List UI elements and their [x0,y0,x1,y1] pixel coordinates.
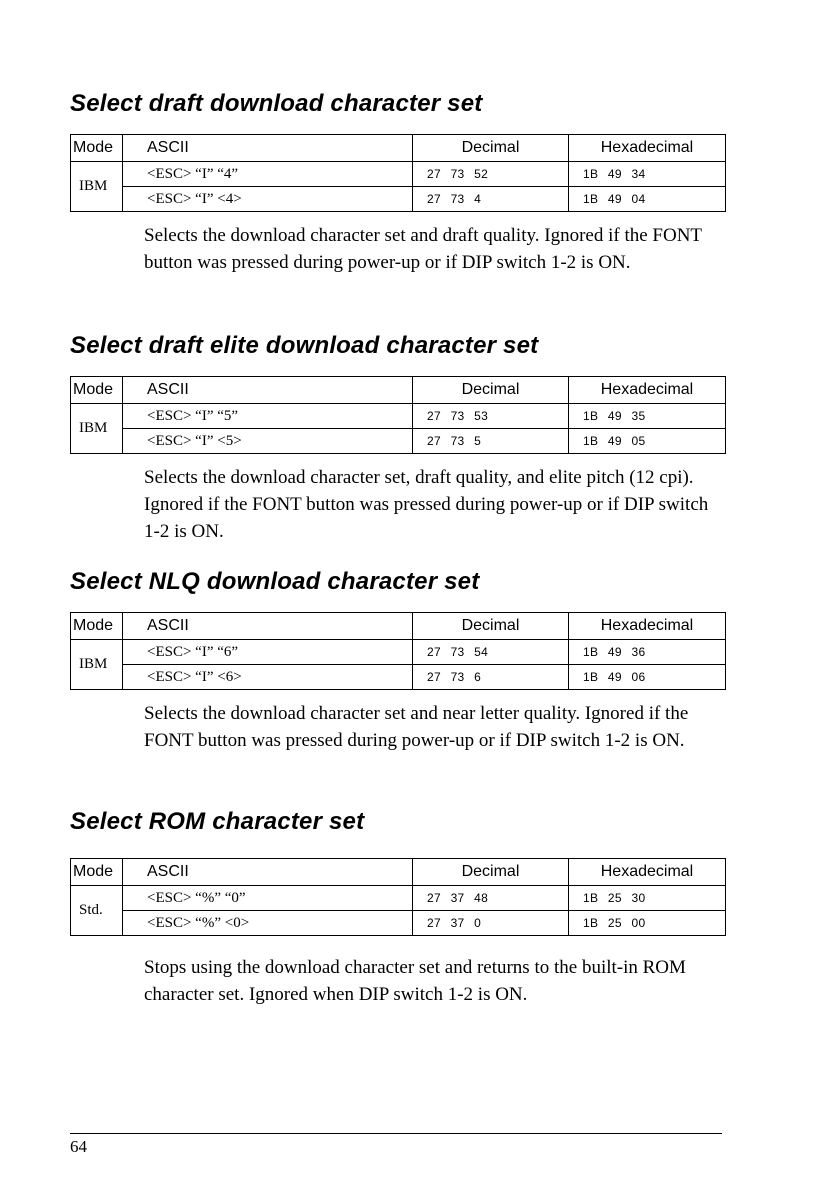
table-header-row [71,613,726,640]
header-ascii: ASCII [123,859,413,886]
hex-cell: 1B 49 35 [569,404,726,429]
header-decimal: Decimal [413,613,569,640]
table-row [71,429,726,454]
hex-cell: 1B 49 05 [569,429,726,454]
section-rom-character-set [70,808,726,1008]
header-hex: Hexadecimal [569,613,726,640]
command-table [70,376,726,454]
section-nlq-download [70,568,726,754]
header-hex: Hexadecimal [569,135,726,162]
hex-cell: 1B 49 06 [569,665,726,690]
table-header-row [71,859,726,886]
ascii-cell: <ESC> “I” “4” [123,162,413,187]
mode-cell: IBM [71,404,123,454]
decimal-cell: 27 73 6 [413,665,569,690]
ascii-cell: <ESC> “%” “0” [123,886,413,911]
hex-cell: 1B 49 04 [569,187,726,212]
ascii-cell: <ESC> “%” <0> [123,911,413,936]
table-row [71,187,726,212]
mode-cell: Std. [71,886,123,936]
decimal-cell: 27 73 54 [413,640,569,665]
table-row [71,640,726,665]
footer-divider [70,1133,722,1134]
mode-cell: IBM [71,162,123,212]
hex-cell: 1B 49 34 [569,162,726,187]
table-row [71,886,726,911]
mode-cell: IBM [71,640,123,690]
hex-cell: 1B 25 30 [569,886,726,911]
table-row [71,665,726,690]
ascii-cell: <ESC> “I” <4> [123,187,413,212]
header-decimal: Decimal [413,377,569,404]
decimal-cell: 27 37 48 [413,886,569,911]
section-description: Selects the download character set, draft quality, and elite pitch (12 cpi). Ignored if the FONT button was pressed during power-up or if DIP switch 1-2 is ON. [144,467,709,542]
section-heading: Select ROM character set [70,808,365,835]
header-mode: Mode [71,135,123,162]
section-heading: Select draft download character set [70,90,483,117]
ascii-cell: <ESC> “I” <5> [123,429,413,454]
ascii-cell: <ESC> “I” <6> [123,665,413,690]
header-mode: Mode [71,613,123,640]
decimal-cell: 27 37 0 [413,911,569,936]
table-row [71,162,726,187]
section-draft-elite-download [70,332,726,545]
section-heading: Select NLQ download character set [70,568,480,595]
ascii-cell: <ESC> “I” “5” [123,404,413,429]
table-row [71,911,726,936]
header-hex: Hexadecimal [569,859,726,886]
page-number: 64 [70,1137,87,1156]
table-header-row [71,135,726,162]
command-table [70,612,726,690]
header-mode: Mode [71,377,123,404]
section-heading: Select draft elite download character set [70,332,539,359]
table-row [71,404,726,429]
header-hex: Hexadecimal [569,377,726,404]
header-ascii: ASCII [123,377,413,404]
decimal-cell: 27 73 5 [413,429,569,454]
decimal-cell: 27 73 53 [413,404,569,429]
decimal-cell: 27 73 4 [413,187,569,212]
command-table [70,858,726,936]
header-decimal: Decimal [413,859,569,886]
section-description: Selects the download character set and draft quality. Ignored if the FONT button was pressed during power-up or if DIP switch 1-2 is ON. [144,225,702,273]
decimal-cell: 27 73 52 [413,162,569,187]
ascii-cell: <ESC> “I” “6” [123,640,413,665]
section-draft-download [70,90,726,276]
header-ascii: ASCII [123,135,413,162]
hex-cell: 1B 25 00 [569,911,726,936]
command-table [70,134,726,212]
header-decimal: Decimal [413,135,569,162]
section-description: Selects the download character set and near letter quality. Ignored if the FONT button was pressed during power-up or if DIP switch 1-2 is ON. [144,703,689,751]
table-header-row [71,377,726,404]
header-ascii: ASCII [123,613,413,640]
section-description: Stops using the download character set and returns to the built-in ROM character set. Ignored when DIP switch 1-2 is ON. [144,957,686,1005]
hex-cell: 1B 49 36 [569,640,726,665]
header-mode: Mode [71,859,123,886]
